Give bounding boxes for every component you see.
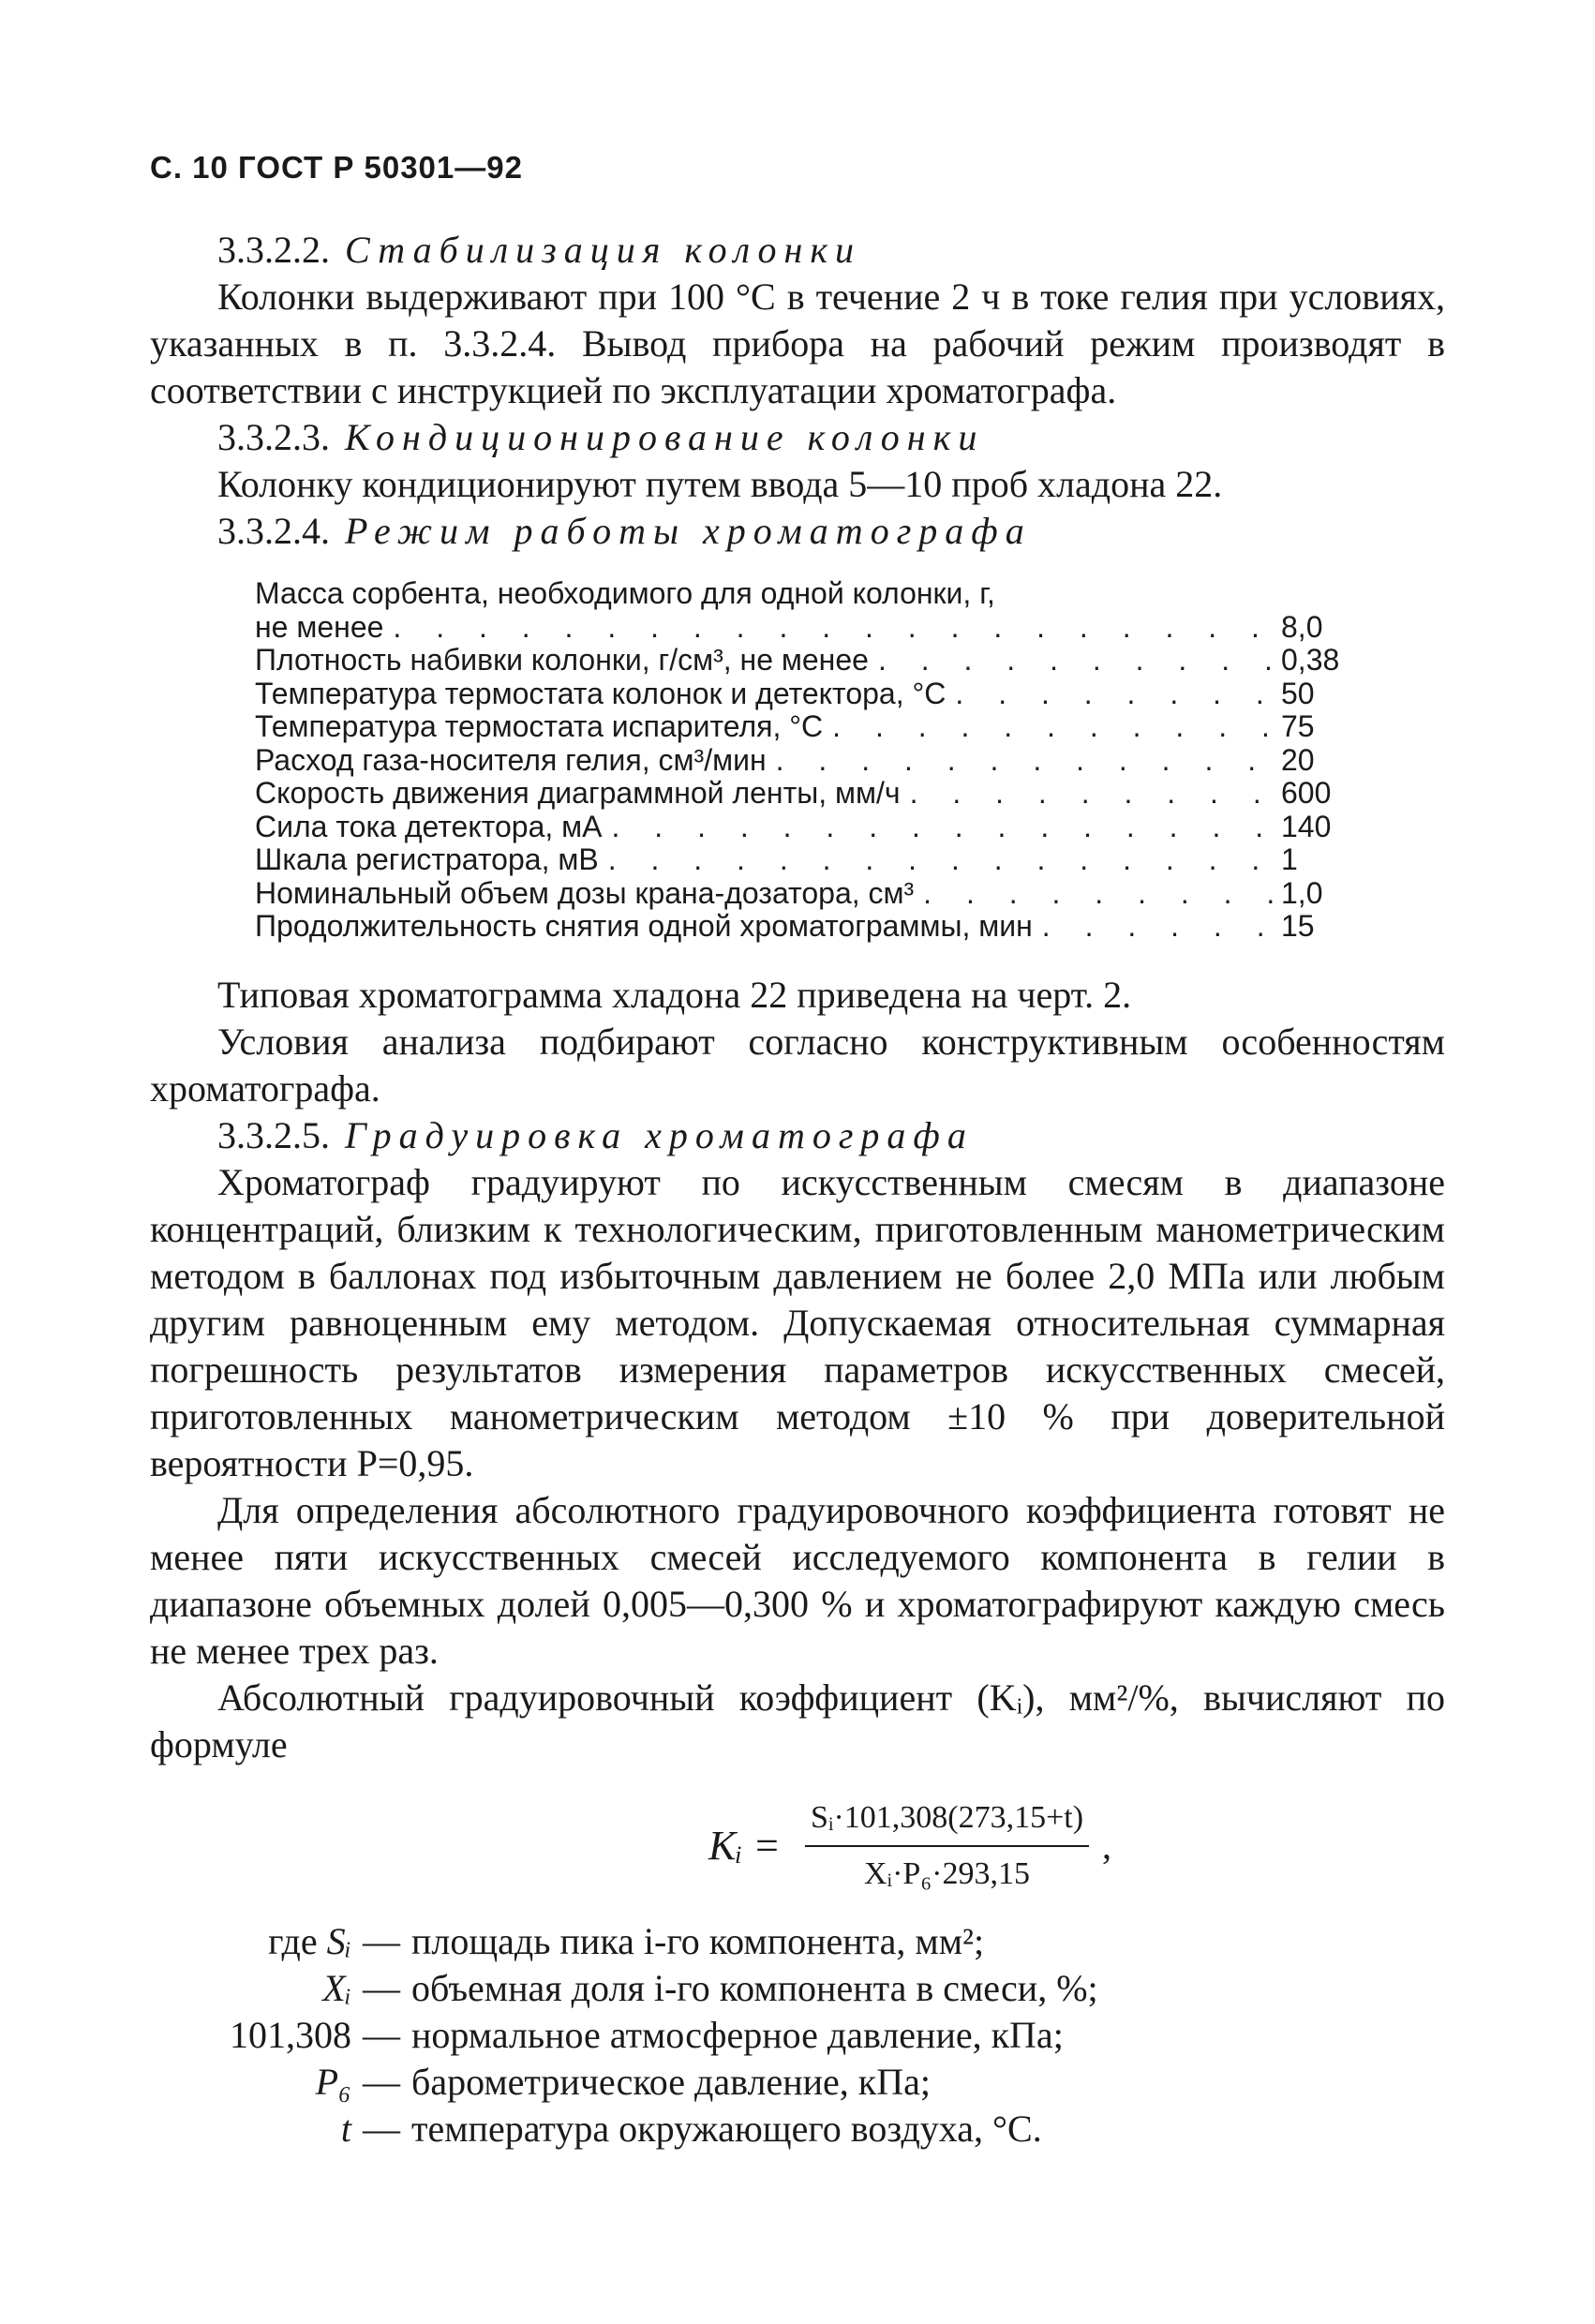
param-row <box>255 644 1356 678</box>
definition-row <box>150 2106 1445 2153</box>
formula-block <box>150 1795 1445 1898</box>
param-value: 600 <box>1281 776 1332 810</box>
dot-leader <box>603 811 1275 844</box>
param-label: Расход газа-носителя гелия, см³/мин <box>255 742 767 777</box>
document-body <box>150 227 1445 2153</box>
definition-symbol <box>150 2012 363 2059</box>
param-label: Шкала регистратора, мВ <box>255 842 599 876</box>
formula-numerator: Sᵢ·101,308(273,15+t) <box>805 1795 1089 1847</box>
param-value: 1 <box>1281 842 1298 876</box>
param-row <box>255 744 1356 778</box>
dot-leader <box>1033 910 1274 944</box>
param-value: 75 <box>1281 709 1315 743</box>
param-label: Номинальный объем дозы крана-дозатора, см³ <box>255 875 915 910</box>
param-row <box>255 611 1356 645</box>
definition-row <box>150 1965 1445 2012</box>
param-row <box>255 710 1356 744</box>
param-row <box>255 877 1356 911</box>
definition-symbol <box>150 2106 363 2153</box>
definition-row <box>150 1918 1445 1965</box>
section-title-3-3-2-4 <box>150 508 1445 555</box>
dot-leader <box>914 877 1274 911</box>
dot-leader <box>823 710 1274 744</box>
param-row <box>255 811 1356 844</box>
dot-leader <box>869 644 1274 678</box>
definition-text: барометрическое давление, кПа; <box>411 2060 931 2103</box>
section-heading: Стабилизация колонки <box>345 229 862 271</box>
param-value: 0,38 <box>1281 643 1340 677</box>
section-number: 3.3.2.2. <box>217 229 330 271</box>
dot-leader <box>599 843 1274 877</box>
definition-dash: — <box>363 1919 400 1962</box>
section-title-3-3-2-5 <box>150 1112 1445 1159</box>
section-heading: Режим работы хроматографа <box>345 510 1032 552</box>
param-value: 140 <box>1281 809 1332 843</box>
section-title-3-3-2-3 <box>150 414 1445 461</box>
section-text-3-3-2-2: Колонки выдерживают при 100 °С в течение 2 ч в токе гелия при условиях, указанных в п. 3.3.2.4. Вывод прибора на рабочий режим производят в соответствии с инструкцией по эксплуатации хроматографа. <box>150 276 1445 411</box>
param-label: Плотность набивки колонки, г/см³, не менее <box>255 643 869 677</box>
param-label: Продолжительность снятия одной хроматограммы, мин <box>255 909 1033 943</box>
definition-dash: — <box>363 2013 400 2056</box>
section-heading: Градуировка хроматографа <box>345 1113 974 1156</box>
definition-symbol <box>150 1918 363 1965</box>
definition-dash: — <box>363 2060 400 2103</box>
param-label: Температура термостата испарителя, °С <box>255 709 824 743</box>
calibration-paragraph-1: Хроматограф градуируют по искусственным смесям в диапазоне концентраций, близким к технологическим, приготовленным манометрическим методом в баллонах под избыточным давлением не более 2,0 МПа или любым другим равноценным ему методом. Допускаемая относительная суммарная погрешность результатов измерения параметров искусственных смесей, приготовленных манометрическим методом ±10 % при доверительной вероятности P=0,95. <box>150 1160 1445 1484</box>
formula-trailing-comma: , <box>1102 1824 1112 1867</box>
symbol: t <box>340 2107 351 2150</box>
typical-chromatogram-note: Типовая хроматограмма хладона 22 приведена на черт. 2. <box>217 973 1132 1016</box>
section-heading: Кондиционирование колонки <box>345 416 985 458</box>
definition-dash: — <box>363 1966 400 2009</box>
formula-lhs: Kᵢ = <box>708 1822 781 1869</box>
param-row <box>255 843 1356 877</box>
param-first-line: Масса сорбента, необходимого для одной колонки, г, <box>255 576 995 610</box>
symbol: P₆ <box>315 2060 351 2103</box>
symbol: Xᵢ <box>322 1966 351 2009</box>
param-value: 20 <box>1281 742 1315 777</box>
section-title-3-3-2-2 <box>150 227 1445 274</box>
section-number: 3.3.2.5. <box>217 1113 330 1156</box>
dot-leader <box>946 678 1274 711</box>
definition-text: объемная доля i-го компонента в смеси, %; <box>411 1966 1098 2009</box>
param-label: Температура термостата колонок и детектора, °С <box>255 676 947 710</box>
param-value: 15 <box>1281 909 1315 943</box>
calibration-paragraph-2: Для определения абсолютного градуировочного коэффициента готовят не менее пяти искусственных смесей исследуемого компонента в гелии в диапазоне объемных долей 0,005—0,300 % и хроматографируют каждую смесь не менее трех раз. <box>150 1488 1445 1672</box>
param-row <box>255 777 1356 811</box>
definition-text: нормальное атмосферное давление, кПа; <box>411 2013 1064 2056</box>
chromatograph-parameters-list <box>255 577 1356 944</box>
section-number: 3.3.2.4. <box>217 510 330 552</box>
param-value: 50 <box>1281 676 1315 710</box>
section-number: 3.3.2.3. <box>217 416 330 458</box>
section-text-3-3-2-3: Колонку кондиционируют путем ввода 5—10 проб хладона 22. <box>217 463 1223 505</box>
definitions-lead: где <box>268 1919 318 1962</box>
definition-symbol <box>150 2059 363 2106</box>
definition-dash: — <box>363 2107 400 2150</box>
param-label: Скорость движения диаграммной ленты, мм/ч <box>255 776 901 810</box>
param-row <box>255 910 1356 944</box>
definition-symbol <box>150 1965 363 2012</box>
formula-fraction <box>805 1795 1089 1898</box>
formula-denominator: Xᵢ·P₆·293,15 <box>863 1855 1031 1891</box>
param-value: 8,0 <box>1281 609 1323 644</box>
param-label: Сила тока детектора, мА <box>255 809 603 843</box>
dot-leader <box>767 744 1274 778</box>
running-head: С. 10 ГОСТ Р 50301—92 <box>150 150 523 185</box>
param-row <box>255 678 1356 711</box>
definition-row <box>150 2012 1445 2059</box>
symbol: 101,308 <box>230 2013 351 2056</box>
param-label: не менее <box>255 609 384 644</box>
dot-leader <box>901 777 1274 811</box>
symbol: Sᵢ <box>326 1919 351 1962</box>
definition-text: температура окружающего воздуха, °С. <box>411 2107 1042 2150</box>
definition-text: площадь пика i-го компонента, мм²; <box>411 1919 985 1962</box>
symbol-definitions <box>150 1918 1445 2153</box>
calibration-formula <box>708 1795 1111 1898</box>
definition-row <box>150 2059 1445 2106</box>
param-value: 1,0 <box>1281 875 1323 910</box>
calibration-paragraph-3: Абсолютный градуировочный коэффициент (Kᵢ), мм²/%, вычисляют по формуле <box>150 1676 1445 1765</box>
analysis-conditions-note: Условия анализа подбирают согласно конструктивным особенностям хроматографа. <box>150 1020 1445 1110</box>
dot-leader <box>383 611 1274 645</box>
